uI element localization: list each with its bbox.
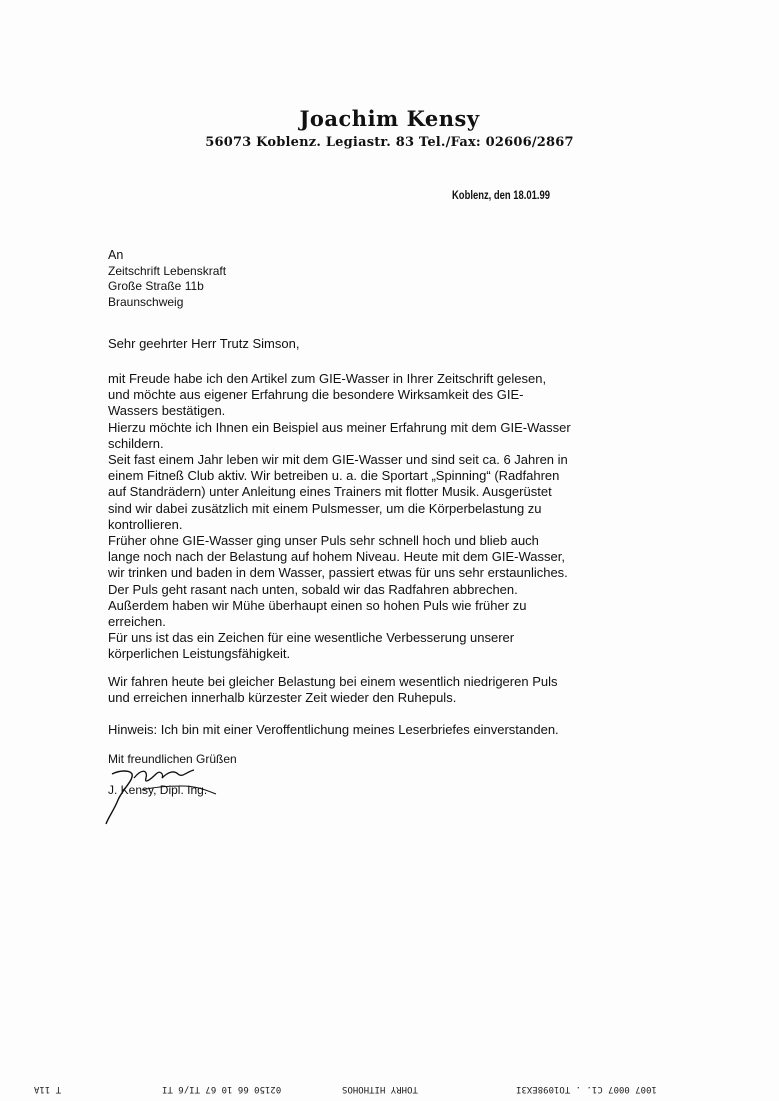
body-line: sind wir dabei zusätzlich mit einem Pulsmesser, um die Körperbelastung zu xyxy=(108,500,542,516)
body-line: Seit fast einem Jahr leben wir mit dem GIE-Wasser und sind seit ca. 6 Jahren in xyxy=(108,452,568,468)
place-date: Koblenz, den 18.01.99 xyxy=(452,190,551,202)
body-line: körperlichen Leistungsfähigkeit. xyxy=(108,646,291,662)
body-line: wir trinken und baden in dem Wasser, passiert etwas für uns sehr erstaunliches. xyxy=(108,565,568,581)
body-line: Hierzu möchte ich Ihnen ein Beispiel aus meiner Erfahrung mit dem GIE-Wasser xyxy=(108,419,571,435)
body-line: Der Puls geht rasant nach unten, sobald wir das Radfahren abbrechen. xyxy=(108,581,518,597)
recipient-address xyxy=(108,248,226,310)
letterhead-name: Joachim Kensy xyxy=(299,106,480,131)
fax-footer-segment: 02150 66 10 67 TI/6 TI xyxy=(162,1084,282,1094)
body-line: und möchte aus eigener Erfahrung die besondere Wirksamkeit des GIE- xyxy=(108,387,524,403)
body-line: auf Standrädern) unter Anleitung eines Trainers mit flotter Musik. Ausgerüstet xyxy=(108,484,552,500)
body-line: Wassers bestätigen. xyxy=(108,403,226,419)
body-line: Wir fahren heute bei gleicher Belastung bei einem wesentlich niedrigeren Puls xyxy=(108,674,558,689)
signer-name: J. Kensy, Dipl. Ing. xyxy=(108,783,208,797)
fax-transmission-footer xyxy=(0,1078,779,1101)
fax-footer-segment: T 11A xyxy=(34,1084,62,1094)
body-line: einem Fitneß Club aktiv. Wir betreiben u. a. die Sportart „Spinning“ (Radfahren xyxy=(108,468,560,484)
handwritten-signature xyxy=(98,760,238,830)
body-line: mit Freude habe ich den Artikel zum GIE-Wasser in Ihrer Zeitschrift gelesen, xyxy=(108,371,547,386)
body-line: Hinweis: Ich bin mit einer Veroffentlichung meines Leserbriefes einverstanden. xyxy=(108,722,559,737)
fax-footer-segment: 1007 0007 C1. . TO1098EX3I xyxy=(516,1084,657,1094)
recipient-line: Zeitschrift Lebenskraft xyxy=(108,263,227,278)
recipient-line: Große Straße 11b xyxy=(108,279,204,293)
body-line: Früher ohne GIE-Wasser ging unser Puls sehr schnell hoch und blieb auch xyxy=(108,533,539,549)
body-paragraph-1 xyxy=(108,371,628,663)
body-paragraph-3 xyxy=(108,722,628,738)
body-line: kontrollieren. xyxy=(108,516,183,532)
body-line: lange noch nach der Belastung auf hohem Niveau. Heute mit dem GIE-Wasser, xyxy=(108,549,565,565)
body-line: Außerdem haben wir Mühe überhaupt einen so hohen Puls wie früher zu xyxy=(108,597,527,613)
body-line: erreichen. xyxy=(108,614,166,630)
fax-footer-segment: TOHRY HITHOHOS xyxy=(342,1084,418,1094)
closing: Mit freundlichen Grüßen xyxy=(108,752,237,766)
letterhead-address: 56073 Koblenz. Legiastr. 83 Tel./Fax: 02606/2867 xyxy=(205,135,574,150)
body-line: Für uns ist das ein Zeichen für eine wesentliche Verbesserung unserer xyxy=(108,630,515,646)
body-line: schildern. xyxy=(108,435,164,451)
body-paragraph-2 xyxy=(108,674,628,706)
salutation: Sehr geehrter Herr Trutz Simson, xyxy=(108,336,300,351)
recipient-line: Braunschweig xyxy=(108,294,184,309)
body-line: und erreichen innerhalb kürzester Zeit wieder den Ruhepuls. xyxy=(108,690,457,706)
recipient-line: An xyxy=(108,248,124,262)
